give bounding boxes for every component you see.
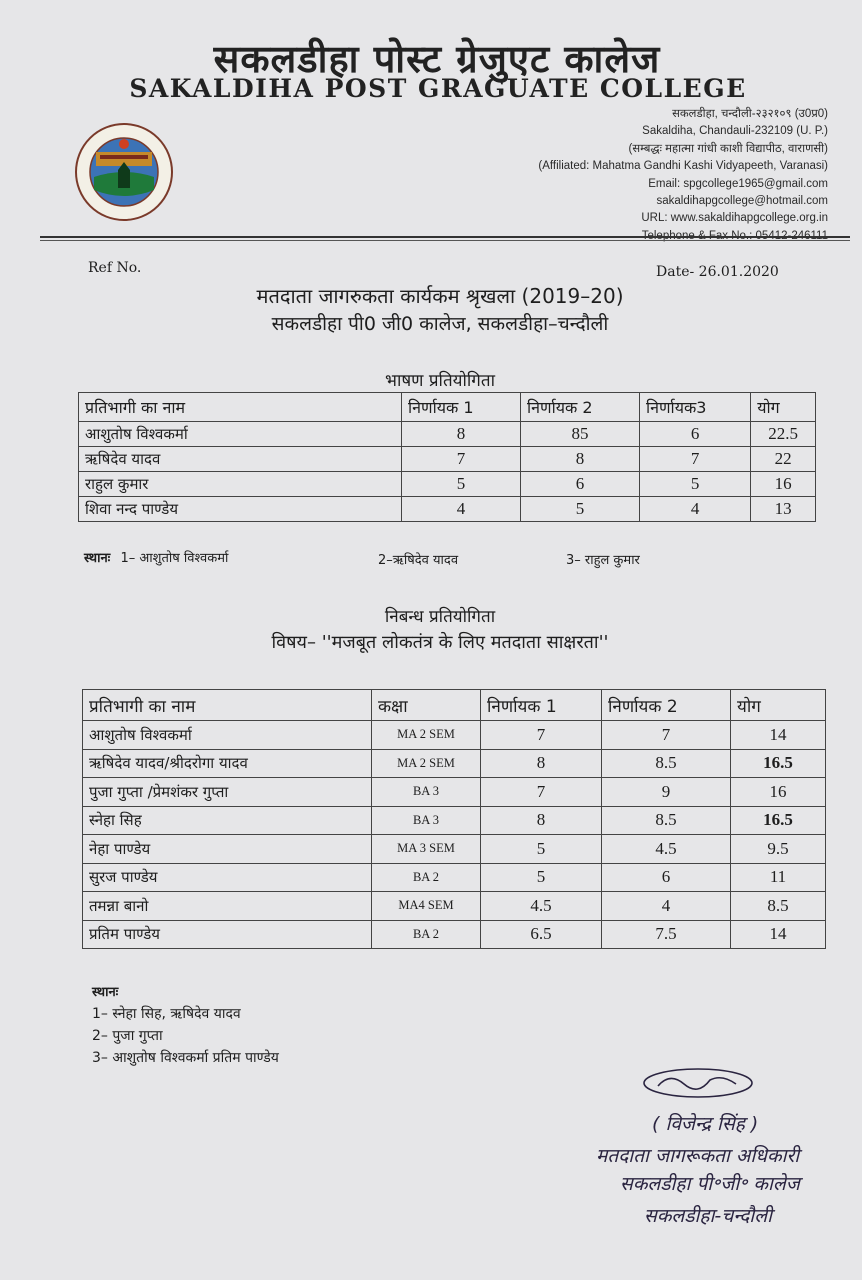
address-line: (Affiliated: Mahatma Gandhi Kashi Vidyapeeth, Varanasi)	[538, 160, 828, 173]
score-cell: 8.5	[602, 806, 731, 835]
class-cell: BA 3	[372, 778, 481, 807]
column-header: योग	[751, 393, 816, 422]
class-cell: BA 2	[372, 863, 481, 892]
score-cell: 85	[520, 422, 639, 447]
column-header: निर्णायक3	[639, 393, 750, 422]
essay-position-second: 2– पुजा गुप्ता	[92, 1028, 163, 1044]
document-date: Date- 26.01.2020	[656, 264, 779, 280]
position-first: 1– आशुतोष विश्वकर्मा	[120, 551, 229, 566]
table-row	[83, 721, 826, 750]
score-cell: 8.5	[602, 749, 731, 778]
class-cell: MA4 SEM	[372, 892, 481, 921]
score-cell: 8	[520, 447, 639, 472]
address-line: (सम्बद्धः महात्मा गांधी काशी विद्यापीठ, वाराणसी)	[628, 142, 828, 155]
column-header: निर्णायक 2	[520, 393, 639, 422]
score-cell: 6	[639, 422, 750, 447]
header-divider	[40, 236, 850, 238]
position-third: 3– राहुल कुमार	[566, 553, 640, 568]
essay-subject: विषय– ''मजबूत लोकतंत्र के लिए मतदाता साक्षरता''	[271, 632, 609, 653]
total-cell: 14	[731, 920, 826, 949]
table-row	[79, 472, 816, 497]
table-row	[79, 497, 816, 522]
participant-name: तमन्ना बानो	[83, 892, 372, 921]
essay-position-first: 1– स्नेहा सिह, ऋषिदेव यादव	[92, 1006, 241, 1022]
table-header-row	[79, 393, 816, 422]
total-cell: 16	[751, 472, 816, 497]
participant-name: शिवा नन्द पाण्डेय	[79, 497, 402, 522]
class-cell: MA 2 SEM	[372, 749, 481, 778]
score-cell: 7	[639, 447, 750, 472]
table-row	[79, 447, 816, 472]
address-line: Sakaldiha, Chandauli-232109 (U. P.)	[642, 125, 828, 138]
score-cell: 4.5	[481, 892, 602, 921]
score-cell: 5	[481, 863, 602, 892]
class-cell: MA 2 SEM	[372, 721, 481, 750]
score-cell: 4	[602, 892, 731, 921]
speech-positions	[84, 548, 228, 566]
score-cell: 6	[602, 863, 731, 892]
score-cell: 7.5	[602, 920, 731, 949]
score-cell: 4	[402, 497, 521, 522]
table-row	[83, 835, 826, 864]
participant-name: नेहा पाण्डेय	[83, 835, 372, 864]
class-cell: BA 2	[372, 920, 481, 949]
total-cell: 22.5	[751, 422, 816, 447]
participant-name: आशुतोष विश्वकर्मा	[79, 422, 402, 447]
handwritten-signature	[640, 1064, 760, 1102]
url-line: URL: www.sakaldihapgcollege.org.in	[641, 212, 828, 225]
total-cell: 16.5	[731, 806, 826, 835]
essay-results-table	[82, 689, 826, 949]
total-cell: 11	[731, 863, 826, 892]
speech-heading: भाषण प्रतियोगिता	[385, 371, 495, 391]
column-header: निर्णायक 2	[602, 690, 731, 721]
column-header: कक्षा	[372, 690, 481, 721]
table-row	[83, 892, 826, 921]
email-line: Email: spgcollege1965@gmail.com	[648, 177, 828, 190]
column-header: निर्णायक 1	[481, 690, 602, 721]
column-header: प्रतिभागी का नाम	[79, 393, 402, 422]
score-cell: 5	[481, 835, 602, 864]
score-cell: 7	[402, 447, 521, 472]
score-cell: 6	[520, 472, 639, 497]
score-cell: 4	[639, 497, 750, 522]
score-cell: 5	[402, 472, 521, 497]
participant-name: ऋषिदेव यादव/श्रीदरोगा यादव	[83, 749, 372, 778]
college-name-hindi: सकलडीहा पोस्ट ग्रेजुएट कालेज	[213, 37, 661, 81]
score-cell: 5	[639, 472, 750, 497]
document-subtitle: सकलडीहा पी0 जी0 कालेज, सकलडीहा–चन्दौली	[271, 313, 609, 335]
email-line: sakaldihapgcollege@hotmail.com	[656, 195, 828, 208]
score-cell: 7	[602, 721, 731, 750]
total-cell: 13	[751, 497, 816, 522]
participant-name: सुरज पाण्डेय	[83, 863, 372, 892]
table-row	[79, 422, 816, 447]
score-cell: 6.5	[481, 920, 602, 949]
score-cell: 9	[602, 778, 731, 807]
signatory-location: सकलडीहा-चन्दौली	[644, 1205, 773, 1227]
total-cell: 16.5	[731, 749, 826, 778]
positions-label: स्थानः	[84, 551, 111, 566]
score-cell: 8	[481, 749, 602, 778]
score-cell: 7	[481, 721, 602, 750]
score-cell: 4.5	[602, 835, 731, 864]
participant-name: ऋषिदेव यादव	[79, 447, 402, 472]
column-header: प्रतिभागी का नाम	[83, 690, 372, 721]
total-cell: 8.5	[731, 892, 826, 921]
table-row	[83, 920, 826, 949]
position-second: 2–ऋषिदेव यादव	[378, 553, 459, 568]
speech-results-table	[78, 392, 816, 522]
header-divider	[40, 240, 850, 241]
table-row	[83, 863, 826, 892]
table-row	[83, 806, 826, 835]
score-cell: 5	[520, 497, 639, 522]
column-header: योग	[731, 690, 826, 721]
signatory-designation: मतदाता जागरूकता अधिकारी	[596, 1145, 800, 1167]
score-cell: 8	[481, 806, 602, 835]
essay-positions-label	[92, 982, 118, 1000]
document-title: मतदाता जागरुकता कार्यकम श्रृखला (2019–20)	[256, 284, 624, 308]
college-seal-logo	[74, 122, 174, 222]
total-cell: 22	[751, 447, 816, 472]
score-cell: 8	[402, 422, 521, 447]
participant-name: प्रतिम पाण्डेय	[83, 920, 372, 949]
address-line: सकलडीहा, चन्दौली-२३२१०९ (उ0प्र0)	[672, 108, 828, 120]
college-address	[538, 106, 828, 245]
positions-label: स्थानः	[92, 985, 119, 1000]
table-row	[83, 778, 826, 807]
essay-position-third: 3– आशुतोष विश्वकर्मा प्रतिम पाण्डेय	[92, 1050, 279, 1066]
signatory-college: सकलडीहा पी॰जी॰ कालेज	[620, 1173, 800, 1195]
total-cell: 14	[731, 721, 826, 750]
signatory-name: ( विजेन्द्र सिंह )	[652, 1113, 759, 1135]
participant-name: पुजा गुप्ता /प्रेमशंकर गुप्ता	[83, 778, 372, 807]
column-header: निर्णायक 1	[402, 393, 521, 422]
class-cell: MA 3 SEM	[372, 835, 481, 864]
essay-heading: निबन्ध प्रतियोगिता	[384, 607, 496, 627]
table-header-row	[83, 690, 826, 721]
score-cell: 7	[481, 778, 602, 807]
participant-name: राहुल कुमार	[79, 472, 402, 497]
total-cell: 16	[731, 778, 826, 807]
participant-name: स्नेहा सिह	[83, 806, 372, 835]
ref-number-label: Ref No.	[88, 260, 142, 276]
table-row	[83, 749, 826, 778]
class-cell: BA 3	[372, 806, 481, 835]
college-name-english: SAKALDIHA POST GRAGUATE COLLEGE	[129, 74, 747, 103]
participant-name: आशुतोष विश्वकर्मा	[83, 721, 372, 750]
total-cell: 9.5	[731, 835, 826, 864]
